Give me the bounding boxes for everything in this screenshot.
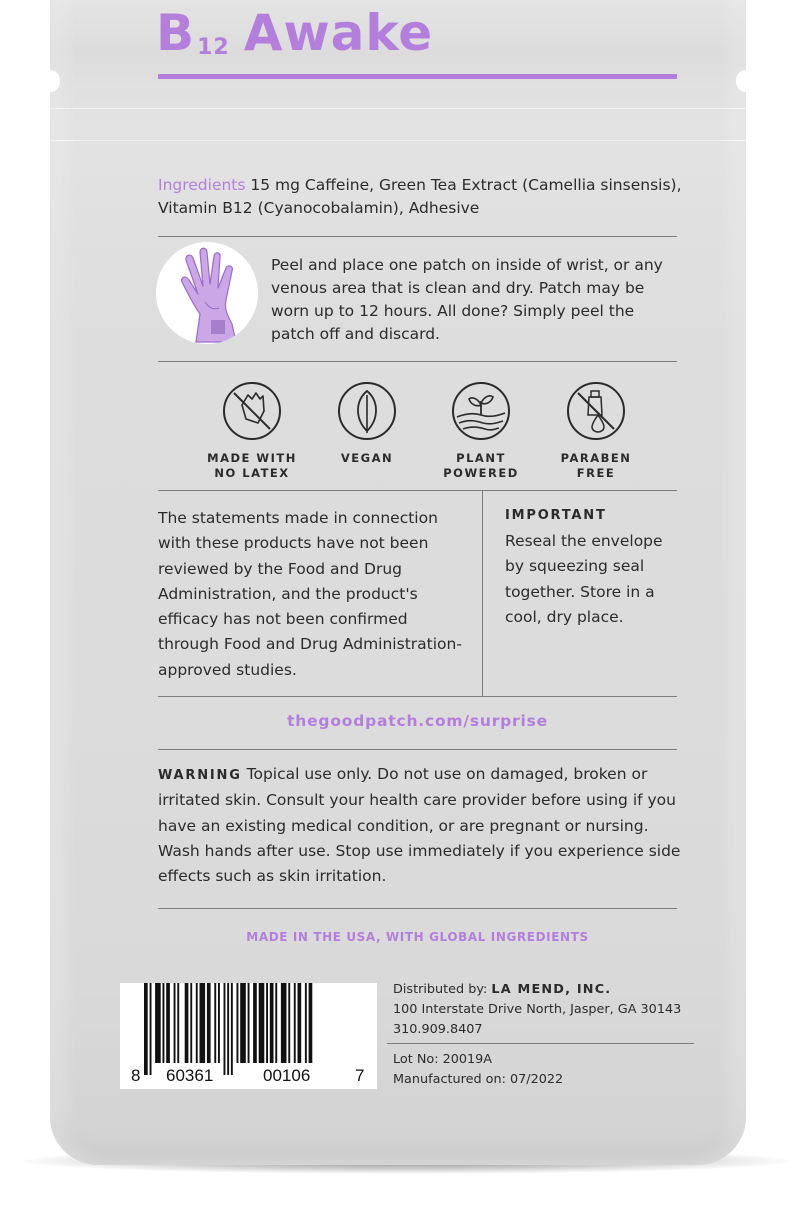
title-main: B <box>156 4 196 62</box>
made-in-text: MADE IN THE USA, WITH GLOBAL INGREDIENTS <box>246 930 589 944</box>
badge-label: PARABEN FREE <box>560 451 632 480</box>
warning-body: Topical use only. Do not use on damaged, broken or irritated skin. Consult your health care provider before using if you have an existing medical condition, or are pregnant or nursing. Wash hands after use. Stop use immediately if you experience side effects such as skin irritation. <box>158 765 681 886</box>
hand-patch-icon <box>156 242 258 344</box>
fda-statement: The statements made in connection with these products have not been reviewed by the Food and Drug Administration, and the product's efficacy has not been confirmed through Food and Drug Administration-approved studies. <box>158 509 462 679</box>
important-label: IMPORTANT <box>505 508 607 523</box>
divider <box>158 908 677 909</box>
divider <box>387 1043 694 1044</box>
distributor-company: LA MEND, INC. <box>491 982 612 997</box>
ingredients-list: 15 mg Caffeine, Green Tea Extract (Camellia sinsensis), Vitamin B12 (Cyanocobalamin), Adhesive <box>158 176 682 217</box>
barcode-digits-right: 00106 <box>263 1066 311 1085</box>
barcode-check-digit: 7 <box>355 1066 365 1085</box>
no-paraben-bottle-icon <box>566 381 626 441</box>
warning-label: WARNING <box>158 768 242 783</box>
leaf-icon <box>337 381 397 441</box>
important-text: Reseal the envelope by squeezing seal together. Store in a cool, dry place. <box>505 532 663 626</box>
barcode-digits-left: 60361 <box>166 1066 214 1085</box>
title-rest: Awake <box>243 4 434 62</box>
badge-paraben-free <box>541 381 651 481</box>
divider <box>158 236 677 237</box>
ingredients-text <box>158 174 683 220</box>
tear-notch-left <box>42 70 60 92</box>
badge-label: PLANT POWERED <box>443 451 519 480</box>
distributor-label: Distributed by: <box>393 982 488 997</box>
barcode-bars <box>120 983 377 1089</box>
sprout-icon <box>451 381 511 441</box>
divider <box>158 749 677 750</box>
divider <box>158 696 677 697</box>
tear-notch-right <box>736 70 754 92</box>
badge-plant-powered <box>426 381 536 481</box>
hand-illustration <box>156 242 258 344</box>
badge-label: MADE WITH NO LATEX <box>207 451 297 480</box>
divider <box>158 361 677 362</box>
lot-info <box>393 1050 713 1090</box>
vertical-divider <box>482 491 483 696</box>
usage-instructions: Peel and place one patch on inside of wrist, or any venous area that is clean and dry. Patch may be worn up to 12 hours. All done? Simply peel the patch off and discard. <box>271 256 663 343</box>
distributor-address: 100 Interstate Drive North, Jasper, GA 30143 <box>393 1002 682 1017</box>
divider <box>158 490 677 491</box>
distributor-phone: 310.909.8407 <box>393 1022 483 1037</box>
warning-text <box>158 762 688 889</box>
website-link[interactable]: thegoodpatch.com/surprise <box>287 712 548 730</box>
badge-no-latex <box>197 381 307 481</box>
manufactured-date: Manufactured on: 07/2022 <box>393 1072 564 1087</box>
product-title <box>156 4 433 62</box>
lot-number: Lot No: 20019A <box>393 1052 493 1067</box>
seal-line <box>50 140 746 141</box>
distributor-info <box>393 980 713 1040</box>
distributor-line <box>393 980 713 1000</box>
barcode-digit: 8 <box>131 1066 141 1085</box>
badge-label: VEGAN <box>340 451 394 465</box>
ingredients-label: Ingredients <box>158 176 246 194</box>
seal-line <box>50 108 746 109</box>
badge-vegan <box>312 381 422 466</box>
no-latex-glove-icon <box>222 381 282 441</box>
title-underline <box>158 74 677 79</box>
title-subscript: 12 <box>197 35 230 60</box>
barcode <box>120 983 377 1089</box>
